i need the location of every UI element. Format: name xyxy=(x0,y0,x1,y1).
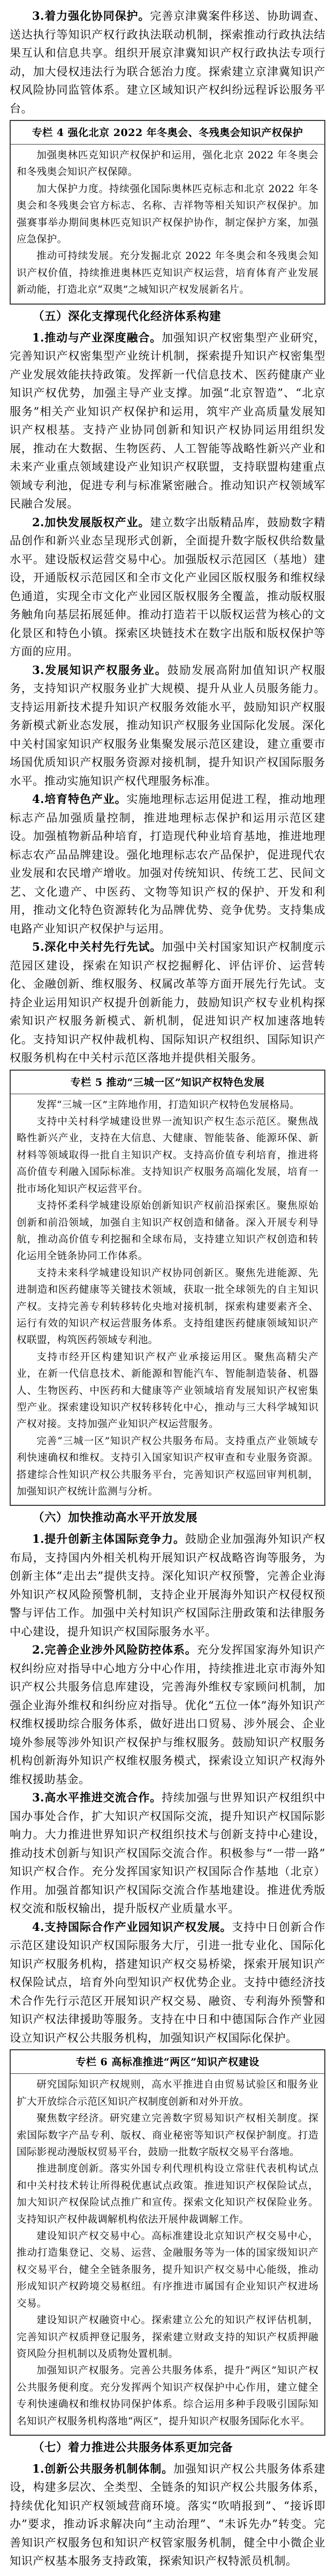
box-6-paragraph: 聚焦数字经济。研究建立完善数字贸易知识产权相关制度。探索国际数字产品专利、版权、商业秘密等知识产权保护制度。打造国际影视动漫版权贸易平台，鼓励一批数字版权交易平台落地。 xyxy=(17,2113,318,2158)
paragraph-international-competitiveness xyxy=(10,1530,325,1641)
paragraph-lead: 1.提升创新主体国际竞争力。 xyxy=(32,1532,185,1546)
special-column-box-4 xyxy=(10,120,325,305)
paragraph-text: 建立数字出版精品库，鼓励数字精品创作和新兴业态呈现形式创新，全面提升数字版权供给数量水平。建设版权运营交易中心。加强版权示范园区（基地）建设，开通版权示范园区和全市文化产业园区版权服务和维权绿色通道，实现全市文化产业园区版权服务全覆盖，推动版权服务触角向基层拓展延伸。推动打造若干以版权运营为核心的文化景区和特色小镇。探索区块链技术在数字出版和版权保护等方面的应用。 xyxy=(10,516,325,658)
paragraph-text: 实施地理标志运用促进工程，推动地理标志产品加强质量控制，推进地理标志保护和运用示范区建设。加强植物新品种培育，打造现代种业培育基地，推进地理标志农产品品牌建设。强化地理标志农产品保护，促进现代农业发展和农民增产增收。加强对传统知识、传统工艺、民间文艺、文化遗产、中医药、文物等知识产权的保护、开发和利用，推动文化特色资源转化为品牌优势、竞争优势。支持集成电路产业知识产权保护与运用。 xyxy=(10,793,325,935)
paragraph-text: 充分发挥国家海外知识产权纠纷应对指导中心地方分中心作用，持续推进北京市海外知识产权公共服务信息库建设，完善海外维权专家顾问机制，加强企业海外维权和纠纷应对指导。优化“五位一体”海外知识产权维权援助综合服务体系，做好进出口贸易、涉外展会、企业境外参展等涉外知识产权保护与维权服务。鼓励知识产权服务机构创新海外知识产权维权服务模式，探索设立知识产权海外维权援助基金。 xyxy=(10,1643,326,1786)
box-4-paragraph: 推动可持续发展。充分发掘北京 2022 年冬奥会和冬残奥会知识产权价值，持续推进奥林匹克知识产权运营，培育体育产业发展新动能，打造北京“双奥”之城知识产权发展新名片。 xyxy=(17,251,318,296)
paragraph-collaborative-protection xyxy=(10,7,325,118)
paragraph-lead: 2.加快发展版权产业。 xyxy=(32,515,150,529)
paragraph-international-cooperation-park xyxy=(10,1918,325,2048)
box-5-paragraph: 支持中关村科学城建设世界一流知识产权生态示范区。聚焦战略性新兴产业，支持在大信息、大健康、智能装备、能源环保、新材料等领域取得一批自主知识产权。支持高价值专利培育，推进将高价值专利融入国际标准。支持知识产权服务高端化发展，培育一批市场化知识产权运营平台。 xyxy=(17,1116,318,1195)
box-6-body xyxy=(11,2074,324,2435)
section-heading-7: （七）着力推进公共服务体系更加完备 xyxy=(33,2441,233,2454)
paragraph-lead: 5.深化中关村先行先试。 xyxy=(32,940,162,954)
section-heading-6: （六）加快推动高水平开放发展 xyxy=(33,1511,198,1525)
paragraph-lead: 1.创新公共服务机制体制。 xyxy=(32,2461,173,2475)
paragraph-characteristic-industry xyxy=(10,790,325,938)
paragraph-text: 加强中关村国家知识产权制度示范园区建设，探索在知识产权挖掘孵化、评估评价、运营转化、金融创新、维权服务、权属改革等方面开展先行先试。支持企业运用知识产权提升创新能力，鼓励知识产权专业机构探索知识产权服务新模式、新机制，促进知识产权加速落地转化。支持知识产权仲裁机构、国际知识产权组织、国际知识产权服务机构在中关村示范区落地并提供相关服务。 xyxy=(10,941,325,1065)
paragraph-industry-integration xyxy=(10,329,325,513)
box-5-paragraph: 支持怀柔科学城建设原始创新知识产权前沿探索区。聚焦原始创新和前沿领域，加强自主知识产权创造和储备。深入开展专利导航，推动高价值专利挖掘和全球布局，支持建立知识产权创造和转化运用全链条协同工作体系。 xyxy=(17,1200,318,1262)
section-heading-5: （五）深化支撑现代化经济体系构建 xyxy=(33,309,222,323)
box-5-paragraph: 支持未来科学城建设知识产权协同创新区。聚焦先进能源、先进制造和医药健康等关键技术领域，获取一批全球领先的自主知识产权。支持完善专利转移转化央地对接机制，探索构建要素齐全、运行有效的知识产权运营服务体系。支持组建医药健康领域知识产权联盟，构筑医药领域专利池。 xyxy=(17,1267,318,1346)
special-column-box-6 xyxy=(10,2049,325,2436)
paragraph-text: 加强知识产权公共服务体系建设，构建多层次、全类型、全链条的知识产权公共服务体系，持续优化知识产权领域营商环境。落实“吹哨报到”、“接诉即办”要求，推动诉求解决向“主动治理”、“未诉先办”转变。完善知识产权服务包和知识产权管家服务机制，健全中小微企业知识产权基本服务支持政策，探索知识产权特派员机制。 xyxy=(10,2462,326,2568)
box-5-paragraph: 完善“三城一区”知识产权公共服务布局。支持重点产业领域专利快速确权和维权。支持引入国家知识产权审查和专业服务资源。搭建综合性知识产权公共服务平台，完善知识产权巡回审判机制，加强知识产权统计监测与分析。 xyxy=(17,1435,318,1497)
paragraph-public-service-mechanism xyxy=(10,2460,325,2571)
paragraph-text: 支持中日创新合作示范区建设知识产权国际服务大厅，引进一批专业化、国际化知识产权服务机构，搭建知识产权交易桥梁，探索开展知识产权保险试点，培育外向型知识产权优势企业。支持中德经济技术合作先行示范区开展知识产权交易、融资、专利海外预警和知识产权法律援助等服务。支持在中日和中德国际合作产业园设立知识产权公共服务机构，加强知识产权国际化保护。 xyxy=(10,1920,326,2044)
box-6-paragraph: 建设知识产权交易中心。高标准建设北京知识产权交易中心，推动打造集登记、交易、运营、金融服务等为一体的国家级知识产权交易平台，健全全链条服务，提升知识产权交易中心能级，推动形成知识产权跨境交易枢纽。有序推进市属国有企业知识产权进场交易。 xyxy=(17,2231,318,2309)
paragraph-lead: 2.完善企业涉外风险防控体系。 xyxy=(32,1643,197,1657)
paragraph-lead: 1.推动与产业深度融合。 xyxy=(32,330,162,344)
paragraph-exchange-cooperation xyxy=(10,1789,325,1918)
box-4-body xyxy=(11,145,324,304)
paragraph-lead: 3.发展知识产权服务业。 xyxy=(32,663,168,677)
box-5-body xyxy=(11,1094,324,1505)
paragraph-text: 持续加强与世界知识产权组织中国办事处合作，扩大知识产权国际交流，提升知识产权国际影响力。大力推进世界知识产权组织技术与创新支持中心建设，推动技术创新与知识产权国际交流合作。积极参与“一带一路”知识产权合作。充分发挥国家知识产权国际合作基地（北京）作用。加强首都知识产权国际交流合作基地建设。推进优秀版权交流和版权输出，提升版权产业质量水平。 xyxy=(10,1791,325,1915)
paragraph-lead: 4.支持国际合作产业园知识产权发展。 xyxy=(32,1920,232,1934)
box-4-paragraph: 加强奥林匹克知识产权保护和运用，强化北京 2022 年冬奥会和冬残奥会知识产权保障。 xyxy=(17,150,318,178)
paragraph-text: 加强知识产权密集型产业研究，完善知识产权密集型产业统计机制，探索提升知识产权密集型产业发展效能扶持政策。发挥新一代信息技术、医药健康产业知识产权优势，加强主导产业支撑。加强“北京智造”、“北京服务”相关产业知识产权保护和运用，筑牢产业高质量发展知识产权根基。支持产业协同创新和知识产权协同运用组织发展，推动在大数据、生物医药、人工智能等战略性新兴产业和未来产业重点领域建设产业知识产权联盟，支持联盟构建重点领域专利池，促进专利与标准紧密融合。推动知识产权领域军民融合发展。 xyxy=(10,331,325,511)
box-6-title: 专栏 6 高标准推进“两区”知识产权建设 xyxy=(11,2050,324,2074)
box-6-paragraph: 加强知识产权服务。完善公共服务体系，提升“两区”知识产权公共服务便利度。充分发挥两个知识产权保护中心作用，建立健全专利快速确权和维权协同保护体系。综合运用多种手段吸引国际知名知识产权服务机构落地“两区”，提升知识产权服务国际化水平。 xyxy=(17,2365,318,2427)
special-column-box-5 xyxy=(10,1070,325,1506)
paragraph-text: 完善京津冀案件移送、协助调查、送达执行等知识产权行政执法联动机制，探索推动行政执法结果互认和信息共享。组织开展京津冀知识产权行政执法专项行动，加大侵权违法行为联合惩治力度。探索建立京津冀知识产权风险协同监管体系。建立区域知识产权纠纷远程诉讼服务平台。 xyxy=(10,10,325,115)
box-6-paragraph: 建设知识产权融资中心。探索建立公允的知识产权评估机制，完善知识产权质押登记服务，探索建立财政支持的知识产权质押融资风险分担机制以及质物处置机制。 xyxy=(17,2315,318,2360)
paragraph-ip-service-industry xyxy=(10,661,325,791)
paragraph-overseas-risk-control xyxy=(10,1641,325,1789)
paragraph-copyright-industry xyxy=(10,513,325,661)
paragraph-text: 鼓励发展高附加值知识产权服务，支持知识产权服务业扩大规模、提升从业人员服务能力。支持运用新技术提升知识产权服务效能水平，鼓励知识产权服务新模式新业态发展，推动知识产权服务业国际化发展。深化中关村国家知识产权服务业集聚发展示范区建设，建立重要市场国优质知识产权服务资源对接机制，提升知识产权国际服务水平。推动实施知识产权代理服务标准。 xyxy=(10,663,325,787)
paragraph-lead: 3.着力强化协同保护。 xyxy=(32,9,150,22)
paragraph-lead: 3.高水平推进交流合作。 xyxy=(32,1791,162,1805)
box-4-title: 专栏 4 强化北京 2022 年冬奥会、冬残奥会知识产权保护 xyxy=(11,121,324,145)
paragraph-zhongguancun-pilot xyxy=(10,938,325,1067)
box-6-paragraph: 推进制度创新。落实外国专利代理机构设立常驻代表机构试点和中关村技术转让所得税优惠试点政策。推进知识产权保险试点，加大知识产权保险试点推广和宣传。探索文化知识产权保险业务。支持知识产权仲裁调解机构依法开展仲裁调解工作。 xyxy=(17,2163,318,2225)
box-5-paragraph: 支持市经开区构建知识产权产业承接运用区。聚焦高精尖产业，在新一代信息技术、新能源和智能汽车、智能制造装备、机器人、生物医药、中医药和大健康等产业领域培育发展知识产权密集型产业。探索建设知识产权转移转化中心，推动与三大科学城知识产权对接。支持加强产业知识产权运营服务。 xyxy=(17,1351,318,1430)
paragraph-text: 鼓励企业加强海外知识产权布局，支持国内外相关机构开展知识产权战略咨询等服务，为创新主体“走出去”提供支持。深化知识产权预警，完善企业海外知识产权风险预警机制，支持企业开展海外知识产权侵权预警与评估工作。加强中关村知识产权国际注册政策和法律服务中心建设，提升知识产权国际服务水平。 xyxy=(10,1533,326,1638)
box-5-paragraph: 发挥“三城一区”主阵地作用，打造知识产权特色发展格局。 xyxy=(36,1099,300,1111)
box-4-paragraph: 加大保护力度。持续强化国际奥林匹克标志和北京 2022 年冬奥会和冬残奥会官方标志、名称、吉祥物等相关知识产权保护。加强赛事举办期间奥林匹克知识产权保护协作，制定保护方案，加强应急保护。 xyxy=(17,183,318,246)
box-5-title: 专栏 5 推动“三城一区”知识产权特色发展 xyxy=(11,1071,324,1094)
paragraph-lead: 4.培育特色产业。 xyxy=(32,792,127,806)
box-6-paragraph: 研究国际知识产权规则，高水平推进自由贸易试验区和服务业扩大开放综合示范区知识产权制度创新和对外开放。 xyxy=(17,2079,318,2108)
